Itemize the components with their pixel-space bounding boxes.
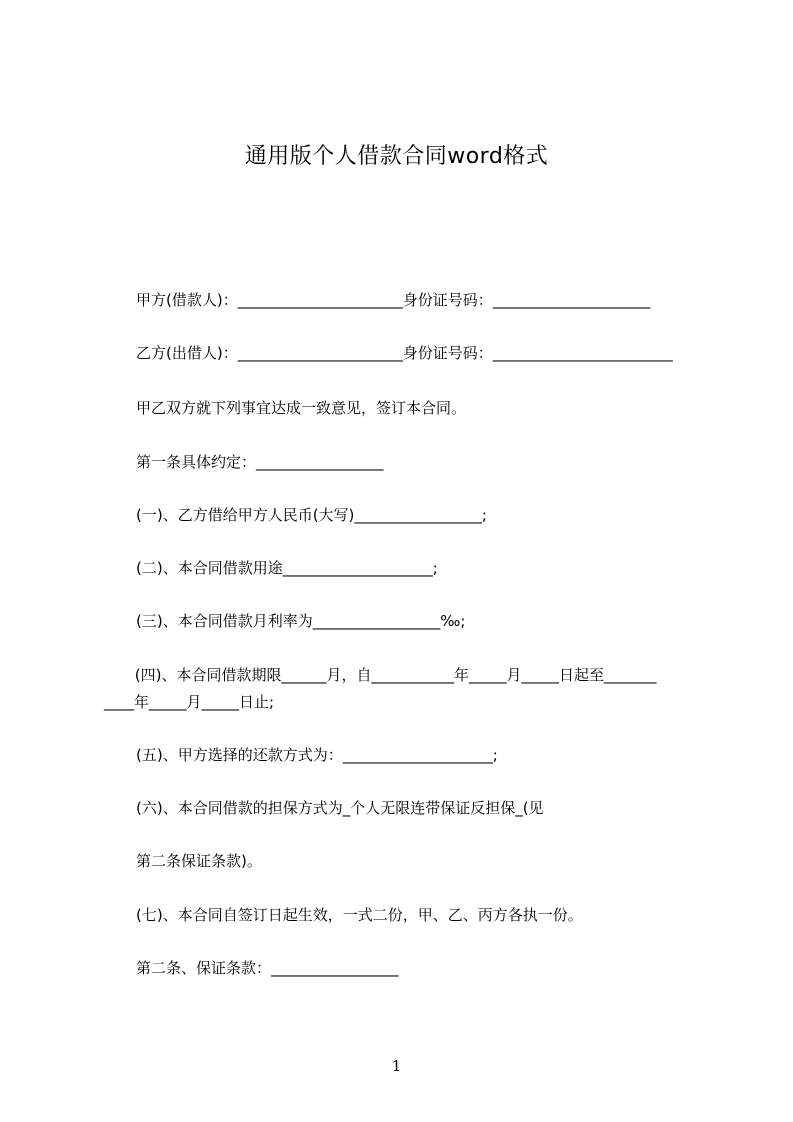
party-b-line: 乙方(出借人)：______________________身份证号码：________________________ bbox=[136, 344, 673, 362]
clause-2: (二)、本合同借款用途____________________; bbox=[136, 559, 438, 577]
article-2-heading: 第二条、保证条款：_________________ bbox=[136, 959, 399, 977]
clause-5: (五)、甲方选择的还款方式为：____________________; bbox=[136, 746, 498, 764]
clause-4-line-2: ____年_____月_____日止; bbox=[104, 693, 275, 711]
clause-4-line-1: (四)、本合同借款期限______月，自___________年_____月_____日起至_______ bbox=[130, 666, 657, 684]
page-number: 1 bbox=[391, 1057, 402, 1075]
clause-1: (一)、乙方借给甲方人民币(大写)_________________; bbox=[136, 506, 487, 524]
document-title: 通用版个人借款合同word格式 bbox=[244, 144, 549, 169]
intro-paragraph: 甲乙双方就下列事宜达成一致意见，签订本合同。 bbox=[136, 399, 467, 417]
clause-3: (三)、本合同借款月利率为_________________‰; bbox=[136, 612, 466, 630]
clause-6-line-1: (六)、本合同借款的担保方式为_个人无限连带保证反担保_(见 bbox=[136, 799, 544, 817]
clause-7: (七)、本合同自签订日起生效，一式二份，甲、乙、丙方各执一份。 bbox=[136, 906, 583, 924]
article-1-heading: 第一条具体约定：_________________ bbox=[136, 453, 384, 471]
clause-6-line-2: 第二条保证条款)。 bbox=[136, 852, 262, 870]
party-a-line: 甲方(借款人)：______________________身份证号码：_____________________ bbox=[136, 291, 651, 309]
